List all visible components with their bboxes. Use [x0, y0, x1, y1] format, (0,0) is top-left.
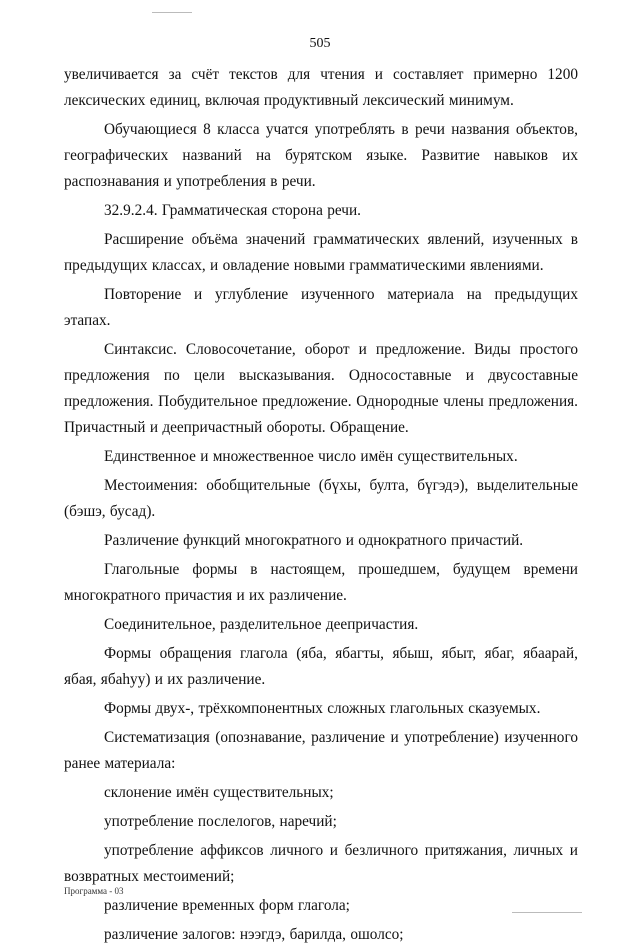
list-item-possessive-affixes: употребление аффиксов личного и безличного притяжания, личных и возвратных местоимений; [64, 842, 578, 885]
section-heading: 32.9.2.4. Грамматическая сторона речи. [104, 202, 361, 219]
paragraph-pronouns: Местоимения: обобщительные (бүхы, булта, бүгэдэ), выделительные (бэшэ, бусад). [64, 477, 578, 520]
list-item-postpositions: употребление послелогов, наречий; [104, 813, 337, 830]
paragraph-participles: Различение функций многократного и однократного причастий. [104, 532, 524, 549]
paragraph-toponyms: Обучающиеся 8 класса учатся употреблять в речи названия объектов, географических названий на бурятском языке. Развитие навыков их распознавания и употребления в речи. [64, 121, 578, 190]
paragraph-noun-number: Единственное и множественное число имён существительных. [104, 448, 518, 465]
list-item-noun-declension: склонение имён существительных; [104, 784, 334, 801]
paragraph-grammar-expansion: Расширение объёма значений грамматических явлений, изученных в предыдущих классах, и овладение новыми грамматическими явлениями. [64, 231, 578, 274]
paragraph-compound-predicates: Формы двух-, трёхкомпонентных сложных глагольных сказуемых. [104, 700, 541, 717]
paragraph-continuation: увеличивается за счёт текстов для чтения и составляет примерно 1200 лексических единиц, включая продуктивный лексический минимум. [64, 66, 578, 109]
document-body [64, 62, 578, 951]
page-number: 505 [309, 36, 331, 51]
paragraph-repetition: Повторение и углубление изученного материала на предыдущих этапах. [64, 286, 578, 329]
paragraph-systematization: Систематизация (опознавание, различение и употребление) изученного ранее материала: [64, 729, 578, 772]
paragraph-gerunds: Соединительное, разделительное деепричастия. [104, 616, 419, 633]
paragraph-verb-forms: Глагольные формы в настоящем, прошедшем, будущем времени многократного причастия и их различение. [64, 561, 578, 604]
list-item-voices: различение залогов: нээгдэ, барилда, ошолсо; [104, 926, 404, 943]
list-item-tense-forms: различение временных форм глагола; [104, 897, 350, 914]
scan-mark-top [152, 12, 192, 13]
paragraph-address-forms: Формы обращения глагола (яба, ябагты, ябыш, ябыт, ябаг, ябаарай, ябая, ябаһуу) и их различение. [64, 645, 578, 688]
footer-program-label: Программа - 03 [64, 886, 124, 896]
paragraph-syntax: Синтаксис. Словосочетание, оборот и предложение. Виды простого предложения по цели высказывания. Односоставные и двусоставные предложения. Побудительное предложение. Однородные члены предложения. Причастный и деепричастный обороты. Обращение. [64, 341, 578, 436]
